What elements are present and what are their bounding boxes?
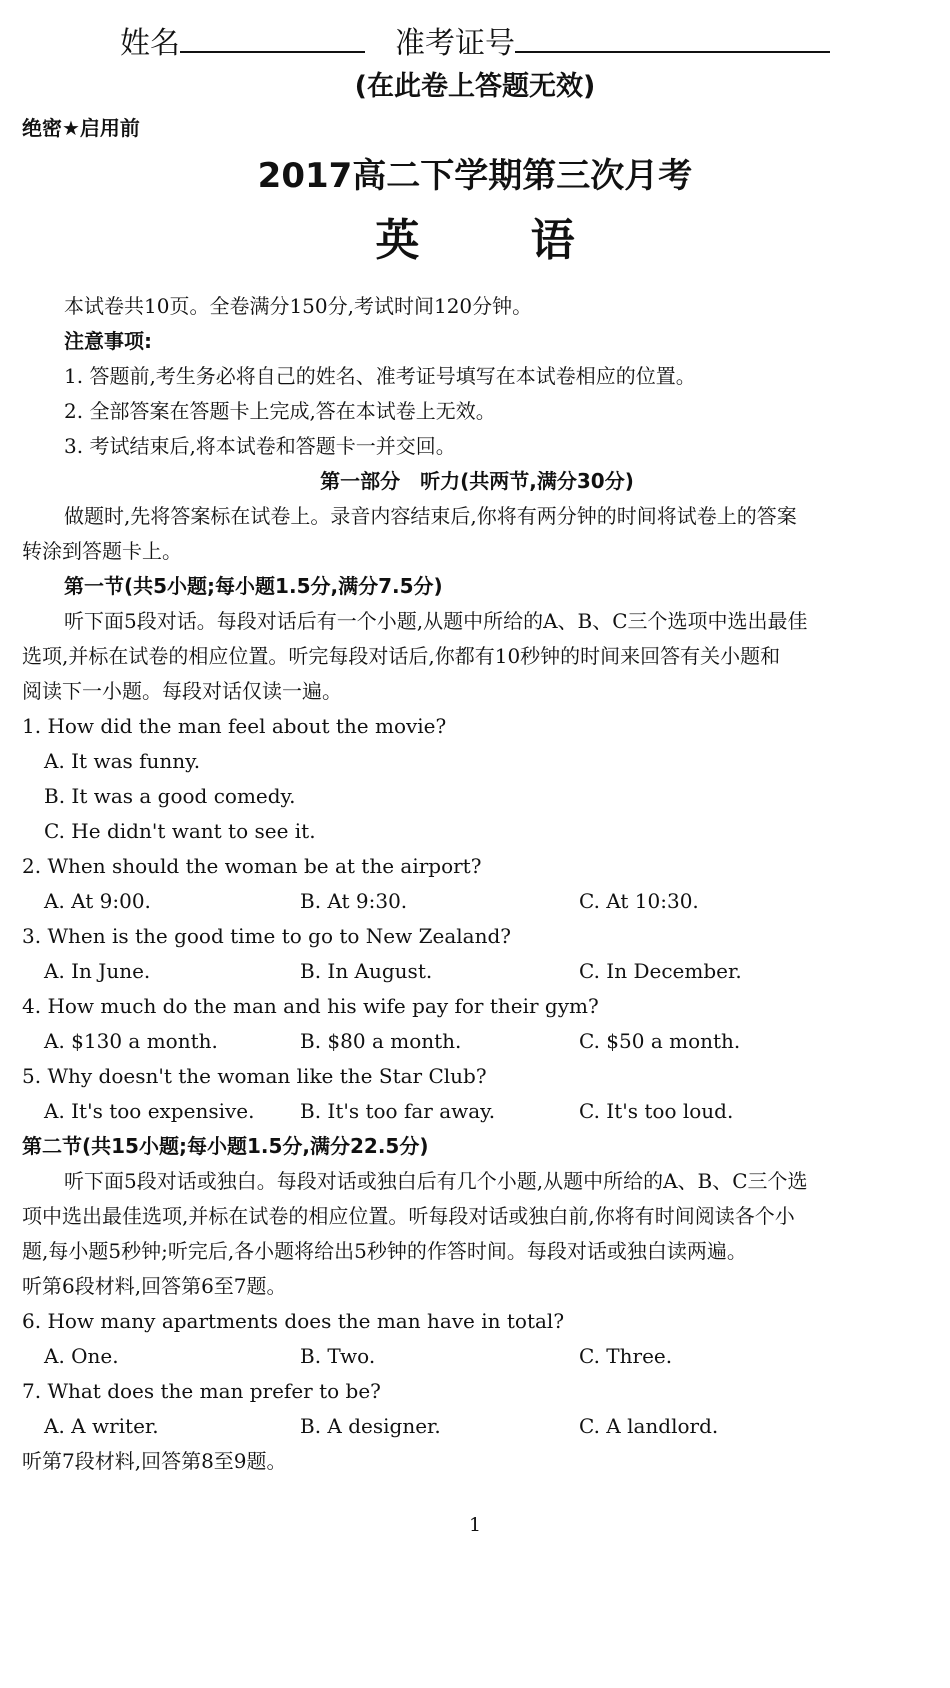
option-a: A. At 9:00. xyxy=(44,889,151,913)
question-7: 7. What does the man prefer to be? xyxy=(22,1379,381,1403)
part1-instructions: 做题时,先将答案标在试卷上。录音内容结束后,你将有两分钟的时间将试卷上的答案 xyxy=(64,504,797,528)
option-b: B. It was a good comedy. xyxy=(44,784,296,808)
material-7-instruction: 听第7段材料,回答第8至9题。 xyxy=(22,1449,287,1473)
option-c: C. It's too loud. xyxy=(579,1099,734,1123)
notes-title: 注意事项: xyxy=(64,329,152,353)
options-row xyxy=(22,1094,932,1129)
question-2: 2. When should the woman be at the airport? xyxy=(22,854,482,878)
option-c: C. At 10:30. xyxy=(579,889,699,913)
section1-title: 第一节(共5小题;每小题1.5分,满分7.5分) xyxy=(64,574,443,598)
page-number: 1 xyxy=(468,1514,482,1536)
option-c: C. $50 a month. xyxy=(579,1029,741,1053)
section1-instructions: 阅读下一小题。每段对话仅读一遍。 xyxy=(22,679,342,703)
section2-instructions: 项中选出最佳选项,并标在试卷的相应位置。听每段对话或独白前,你将有时间阅读各个小 xyxy=(22,1204,795,1228)
option-b: B. At 9:30. xyxy=(300,889,408,913)
question-5: 5. Why doesn't the woman like the Star Club? xyxy=(22,1064,487,1088)
note-item: 2. 全部答案在答题卡上完成,答在本试卷上无效。 xyxy=(64,399,496,423)
options-row xyxy=(22,1339,932,1374)
options-row xyxy=(22,1409,932,1444)
option-a: A. In June. xyxy=(44,959,151,983)
name-label: 姓名 xyxy=(120,26,180,61)
question-6: 6. How many apartments does the man have in total? xyxy=(22,1309,565,1333)
options-row xyxy=(22,1024,932,1059)
candidate-info-line xyxy=(0,18,950,62)
option-c: C. In December. xyxy=(579,959,742,983)
option-a: A. It's too expensive. xyxy=(44,1099,255,1123)
section2-instructions: 听下面5段对话或独白。每段对话或独白后有几个小题,从题中所给的A、B、C三个选 xyxy=(64,1169,808,1193)
option-a: A. $130 a month. xyxy=(44,1029,218,1053)
option-c: C. Three. xyxy=(579,1344,673,1368)
section1-instructions: 听下面5段对话。每段对话后有一个小题,从题中所给的A、B、C三个选项中选出最佳 xyxy=(64,609,808,633)
name-blank-line xyxy=(180,21,365,53)
exam-title: 2017高二下学期第三次月考 xyxy=(257,156,693,196)
option-c: C. A landlord. xyxy=(579,1414,719,1438)
option-a: A. A writer. xyxy=(44,1414,159,1438)
section2-title: 第二节(共15小题;每小题1.5分,满分22.5分) xyxy=(22,1134,429,1158)
subject-title: 英 语 xyxy=(375,215,623,266)
exam-summary: 本试卷共10页。全卷满分150分,考试时间120分钟。 xyxy=(64,294,533,318)
option-c: C. He didn't want to see it. xyxy=(44,819,316,843)
secret-label: 绝密★启用前 xyxy=(22,116,140,140)
part1-instructions: 转涂到答题卡上。 xyxy=(22,539,182,563)
invalid-note: (在此卷上答题无效) xyxy=(354,71,596,102)
material-6-instruction: 听第6段材料,回答第6至7题。 xyxy=(22,1274,287,1298)
option-b: B. A designer. xyxy=(300,1414,441,1438)
section1-instructions: 选项,并标在试卷的相应位置。听完每段对话后,你都有10秒钟的时间来回答有关小题和 xyxy=(22,644,781,668)
note-item: 1. 答题前,考生务必将自己的姓名、准考证号填写在本试卷相应的位置。 xyxy=(64,364,696,388)
exam-id-label: 准考证号 xyxy=(395,26,515,61)
question-3: 3. When is the good time to go to New Zealand? xyxy=(22,924,511,948)
part1-title: 第一部分 听力(共两节,满分30分) xyxy=(320,469,634,493)
option-b: B. In August. xyxy=(300,959,433,983)
options-row xyxy=(22,954,932,989)
option-a: A. One. xyxy=(44,1344,119,1368)
question-1: 1. How did the man feel about the movie? xyxy=(22,714,447,738)
option-b: B. It's too far away. xyxy=(300,1099,496,1123)
options-row xyxy=(22,884,932,919)
note-item: 3. 考试结束后,将本试卷和答题卡一并交回。 xyxy=(64,434,456,458)
option-b: B. Two. xyxy=(300,1344,376,1368)
option-b: B. $80 a month. xyxy=(300,1029,462,1053)
section2-instructions: 题,每小题5秒钟;听完后,各小题将给出5秒钟的作答时间。每段对话或独白读两遍。 xyxy=(22,1239,747,1263)
exam-id-blank-line xyxy=(515,21,830,53)
exam-body xyxy=(22,289,932,1479)
question-4: 4. How much do the man and his wife pay for their gym? xyxy=(22,994,599,1018)
option-a: A. It was funny. xyxy=(44,749,201,773)
